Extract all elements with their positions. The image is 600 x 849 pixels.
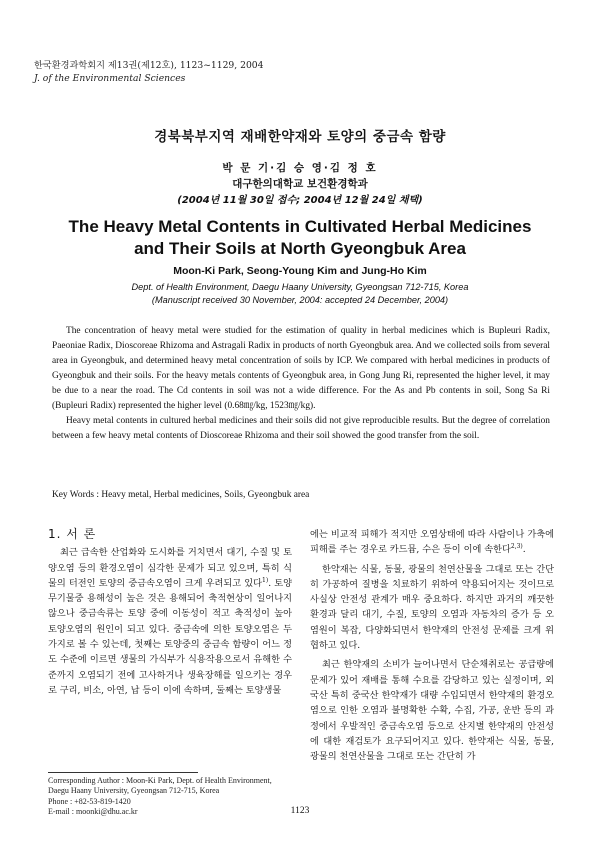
left-column bbox=[48, 527, 292, 698]
title-korean: 경북북부지역 재배한약재와 토양의 중금속 함량 bbox=[154, 129, 446, 145]
title-english bbox=[0, 216, 600, 260]
authors-korean: 박 문 기·김 승 영·김 정 호 bbox=[222, 162, 378, 174]
title-english-line2: and Their Soils at North Gyeongbuk Area bbox=[134, 239, 466, 258]
keywords: Key Words : Heavy metal, Herbal medicines, Soils, Gyeongbuk area bbox=[52, 490, 310, 500]
section-heading-introduction: 1. 서 론 bbox=[48, 527, 97, 541]
footnote-author: Corresponding Author : Moon-Ki Park, Dept. of Health Environment, Daegu Haany University, Gyeongsan 712-715, Korea bbox=[48, 776, 272, 796]
intro-text-a: 최근 급속한 산업화와 도시화를 거치면서 대기, 수질 및 토양오염 등의 환경오염이 심각한 문제가 되고 있으며, 특히 식물의 터전인 토양의 중금속오염이 크게 우려되고 있다 bbox=[48, 547, 292, 589]
dates-english: (Manuscript received 30 November, 2004: accepted 24 December, 2004) bbox=[151, 295, 449, 305]
intro-paragraph-2: 한약재는 식물, 동물, 광물의 천연산물을 그대로 또는 간단히 가공하여 질병을 치료하기 위하여 약용되어지는 것이므로 사실상 안전성 관계가 매우 중요하다. 하지만 과거의 깨끗한 환경과 달리 대기, 수질, 토양의 오염과 자동차의 증가 등 오염원이 복잡, 다양화되면서 한약재의 안전성 문제를 크게 위협하고 있다. bbox=[310, 563, 554, 652]
intro-paragraph-3: 최근 한약재의 소비가 늘어나면서 단순채취로는 공급량에 문제가 있어 재배를 통해 수요를 감당하고 있는 실정이며, 외국산 특히 중국산 한약재가 대량 수입되면서 한약재의 환경오염으로 인한 오염과 불명확한 수확, 수집, 가공, 운반 등의 과정에서 우발적인 중금속오염 등으로 산지별 한약재의 안전성에 대한 재검토가 요구되어지고 있다. 한약재는 식물, 동물, 광물의 천연산물을 그대로 또는 간단히 가 bbox=[310, 659, 554, 763]
affiliation-korean: 대구한의대학교 보건환경학과 bbox=[232, 178, 368, 190]
intro-paragraph-1 bbox=[48, 545, 292, 698]
affiliation-english bbox=[0, 281, 600, 307]
authors-english: Moon-Ki Park, Seong-Young Kim and Jung-Ho Kim bbox=[173, 265, 427, 277]
title-english-line1: The Heavy Metal Contents in Cultivated Herbal Medicines bbox=[68, 217, 532, 236]
affiliation-english-text: Dept. of Health Environment, Daegu Haany University, Gyeongsan 712-715, Korea bbox=[131, 282, 469, 292]
intro-continuation bbox=[310, 527, 554, 558]
abstract-paragraph-1: The concentration of heavy metal were studied for the estimation of quality in herbal medicines which is Bupleuri Radix, Paeoniae Radix, Dioscoreae Rhizoma and Astragali Radix in products of north Gyeongbuk area. And we collected soils from several area in Gyeongbuk, and determined heavy metal concentration of soils by ICP. We compared with herbal medicines in products of Gyeongbuk and their soils. For the heavy metals contents of Gyeongbuk area, in Gong Jung Ri, represented the higher level, it may be due to a near the road. The Cd contents in soil was not a wide difference. For the As and Pb contents in soil, Song Sa Ri (Bupleuri Radix) represented the higher level (0.68㎎/kg, 1523㎎/kg). bbox=[52, 326, 550, 411]
abstract-paragraph-2: Heavy metal contents in cultured herbal medicines and their soils did not give reproducible results. But the degree of correlation between a few heavy metal contents of Dioscoreae Rhizoma and their soil showed the good transfer from the soil. bbox=[52, 416, 550, 441]
intro-text-b: . 토양 무기물중 용해성이 높은 것은 용해되어 축적현상이 일어나지 않으나 중금속류는 토양 중에 이동성이 적고 축적성이 높아 토양오염의 원인이 되고 있다. 중금속에 의한 토양오염은 두 가지로 볼 수 있는데, 첫째는 토양중의 중금속 함량이 어느 정도 수준에 이르면 생물의 가식부가 식용작용으로서 유해한 수준까지 오염되기 전에 고사하거나 생육장해를 일으키는 경우로 구리, 비소, 아연, 납 등이 이에 속하며, 둘째는 토양생물 bbox=[48, 577, 293, 696]
footnote-divider bbox=[48, 772, 198, 773]
page-number: 1123 bbox=[290, 806, 310, 816]
dates-korean: (2004년 11월 30일 접수; 2004년 12월 24일 채택) bbox=[177, 195, 423, 206]
journal-header-en: J. of the Environmental Sciences bbox=[34, 72, 186, 84]
right-column bbox=[310, 527, 554, 764]
abstract bbox=[52, 324, 550, 444]
journal-header-ko: 한국환경과학회지 제13권(제12호), 1123~1129, 2004 bbox=[34, 60, 264, 71]
intro-cont-text: 에는 비교적 피해가 적지만 오염상태에 따라 사람이나 가축에 피해를 주는 경우로 카드뮴, 수은 등이 이에 속한다 bbox=[310, 529, 554, 556]
citation-2-3: 2,3) bbox=[510, 543, 523, 551]
intro-cont-end: . bbox=[522, 544, 526, 556]
journal-header bbox=[34, 60, 264, 85]
footnote-phone: Phone : +82-53-819-1420 bbox=[48, 796, 131, 806]
citation-1: 1) bbox=[262, 576, 269, 584]
footnote-email: E-mail : moonki@dhu.ac.kr bbox=[48, 807, 138, 817]
